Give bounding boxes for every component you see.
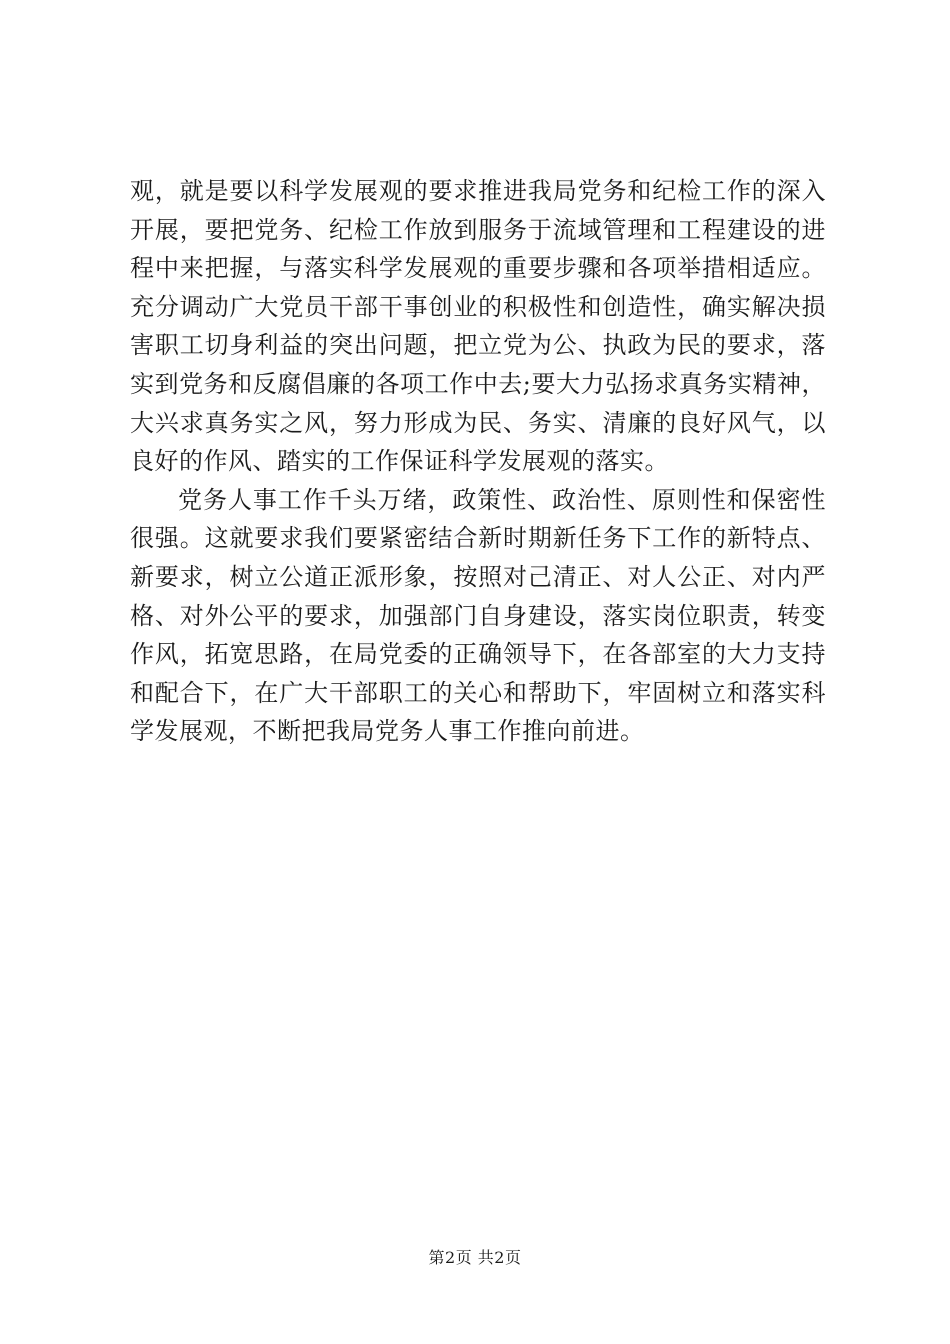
paragraph-continuation: 观，就是要以科学发展观的要求推进我局党务和纪检工作的深入开展，要把党务、纪检工作放到服务于流域管理和工程建设的进程中来把握，与落实科学发展观的重要步骤和各项举措相适应。充分调动广大党员干部干事创业的积极性和创造性，确实解决损害职工切身利益的突出问题，把立党为公、执政为民的要求，落实到党务和反腐倡廉的各项工作中去;要大力弘扬求真务实精神，大兴求真务实之风，努力形成为民、务实、清廉的良好风气，以良好的作风、踏实的工作保证科学发展观的落实。 — [130, 177, 826, 476]
paragraph-party-affairs: 党务人事工作千头万绪，政策性、政治性、原则性和保密性很强。这就要求我们要紧密结合新时期新任务下工作的新特点、新要求，树立公道正派形象，按照对己清正、对人公正、对内严格、对外公平的要求，加强部门自身建设，落实岗位职责，转变作风，拓宽思路，在局党委的正确领导下，在各部室的大力支持和配合下，在广大干部职工的关心和帮助下，牢固树立和落实科学发展观，不断把我局党务人事工作推向前进。 — [130, 485, 826, 746]
page-number-footer: 第2页 共2页 — [428, 1248, 522, 1267]
document-body — [130, 172, 826, 751]
